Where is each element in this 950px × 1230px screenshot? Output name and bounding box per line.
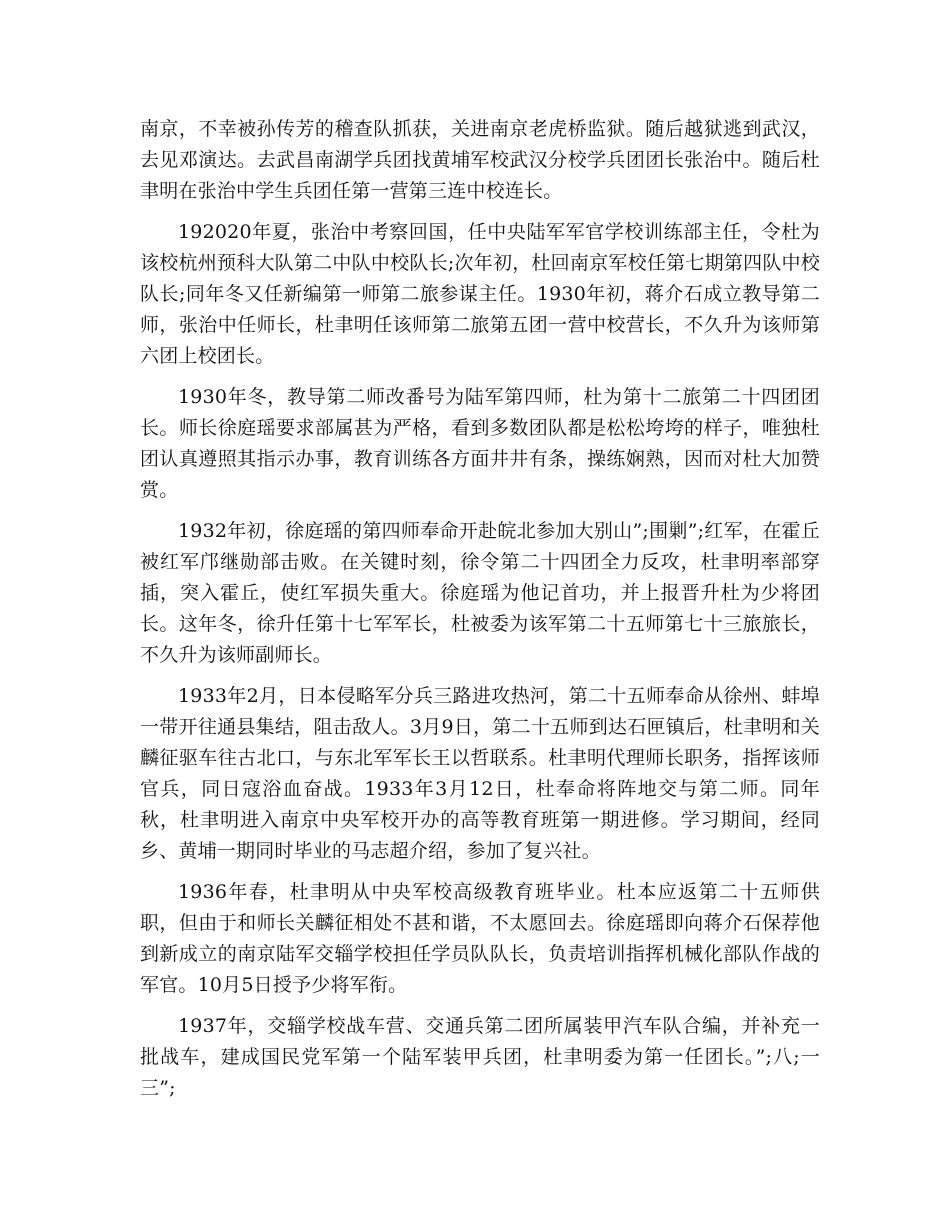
paragraph-4: 1932年初，徐庭瑶的第四师奉命开赴皖北参加大别山”;围剿”;红军，在霍丘被红军邝继勋部击败。在关键时刻，徐令第二十四团全力反攻，杜聿明率部穿插，突入霍丘，使红军损失重大。徐庭瑶为他记首功，并上报晋升杜为少将团长。这年冬，徐升任第十七军军长，杜被委为该军第二十五师第七十三旅旅长，不久升为该师副师长。 (140, 520, 820, 666)
paragraph-5: 1933年2月，日本侵略军分兵三路进攻热河，第二十五师奉命从徐州、蚌埠一带开往通县集结，阻击敌人。3月9日，第二十五师到达石匣镇后，杜聿明和关麟征驱车往古北口，与东北军军长王以哲联系。杜聿明代理师长职务，指挥该师官兵，同日寇浴血奋战。1933年3月12日，杜奉命将阵地交与第二师。同年秋，杜聿明进入南京中央军校开办的高等教育班第一期进修。学习期间，经同乡、黄埔一期同时毕业的马志超介绍，参加了复兴社。 (140, 685, 820, 862)
paragraph-6: 1936年春，杜聿明从中央军校高级教育班毕业。杜本应返第二十五师供职，但由于和师长关麟征相处不甚和谐，不太愿回去。徐庭瑶即向蒋介石保荐他到新成立的南京陆军交辎学校担任学员队队长，负责培训指挥机械化部队作战的军官。10月5日授予少将军衔。 (140, 881, 820, 996)
paragraph-2: 192020年夏，张治中考察回国，任中央陆军军官学校训练部主任，令杜为该校杭州预科大队第二中队中校队长;次年初，杜回南京军校任第七期第四队中校队长;同年冬又任新编第一师第二旅参谋主任。1930年初，蒋介石成立教导第二师，张治中任师长，杜聿明任该师第二旅第五团一营中校营长，不久升为该师第六团上校团长。 (140, 221, 820, 367)
paragraph-3: 1930年冬，教导第二师改番号为陆军第四师，杜为第十二旅第二十四团团长。师长徐庭瑶要求部属甚为严格，看到多数团队都是松松垮垮的样子，唯独杜团认真遵照其指示办事，教育训练各方面井井有条，操练娴熟，因而对杜大加赞赏。 (140, 386, 820, 501)
document-body (140, 114, 820, 1114)
paragraph-7: 1937年，交辎学校战车营、交通兵第二团所属装甲汽车队合编，并补充一批战车，建成国民党军第一个陆军装甲兵团，杜聿明委为第一任团长。”;八;一三”; (140, 1015, 820, 1099)
paragraph-1: 南京，不幸被孙传芳的稽查队抓获，关进南京老虎桥监狱。随后越狱逃到武汉，去见邓演达。去武昌南湖学兵团找黄埔军校武汉分校学兵团团长张治中。随后杜聿明在张治中学生兵团任第一营第三连中校连长。 (140, 118, 820, 202)
